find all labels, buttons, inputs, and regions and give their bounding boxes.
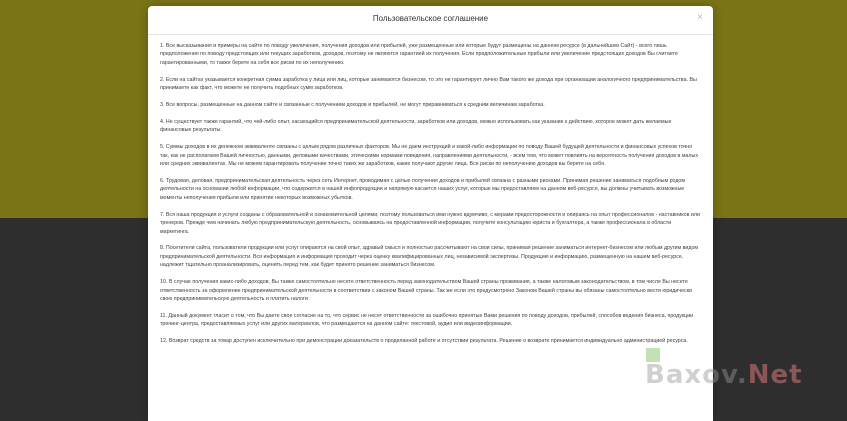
close-icon[interactable]: × — [697, 12, 703, 23]
clause-4: 4. Не существует также гарантий, что чей-либо опыт, касающийся предпринимательской деятельности, заработков или доходов, можно использовать как указание к действию, которое может дать желаемые финансовые результаты. — [160, 118, 672, 134]
modal-title: Пользовательское соглашение — [372, 14, 489, 23]
watermark-brand: Baxov. — [645, 360, 748, 390]
clause-2: 2. Если на сайтах указывается конкретная сумма заработка у лица или лиц, которые занимаются бизнесом, то это не гарантирует лично Вам такого же дохода при организации аналогичного предпринимательства. Вы принимаете как факт, что можете не получить подобных сумм заработков. — [160, 76, 697, 92]
clause-5: 5. Суммы доходов в их денежном эквиваленте связаны с целым рядом различных факторов. Мы не даем инструкций и какой-либо информации по поводу Вашей будущей деятельности и финансовых успехов точно так, как не располагаем Вашей личностью, данными, деловыми качествами, этическими нормами поведения, направлениями деятельности, - всем тем, что может повлиять на вероятность получения доходов в малых или средних эквивалентах. Мы не можем гарантировать получение точно таких же заработков, какие получают другие лица. Все риски по неполучению доходов вы берете на себя. — [160, 144, 698, 168]
watermark-tld: Net — [747, 360, 803, 390]
clause-12: 12. Возврат средств за товар доступен исключительно при демонстрации доказательств о проделанной работе и отсутствии результата. Решение о возврате принимается индивидуально администрацией ресурса. — [160, 338, 688, 345]
user-agreement-modal — [148, 6, 713, 421]
clause-8: 8. Посетители сайта, пользователи продукции или услуг опираются на свой опыт, здравый смысл и полностью рассчитывают на свои силы, принимая решение заниматься интернет-бизнесом или любым другим видом предпринимательской деятельности. Вся информация и информация проходит через оценку квалифицированных лиц, независимой экспертизы. Продукцию и информацию, размещенную на нашем веб-ресурсе, надлежит тщательно проанализировать, оценить перед тем, как будет принято решение заниматься бизнесом. — [160, 245, 699, 269]
clause-6: 6. Трудовая, деловая, предпринимательская деятельность через сеть Интернет, проводимая с целью получения доходов и прибылей связана с разными рисками. Принимая решение заниматься подобным родом деятельности на основании любой информации, что содержится в нашей инфопродукции и напрямую касается наших услуг, которые мы предоставляем на данном веб-ресурсе, вы должны учитывать возможные моменты неполучения прибыли или принятие некоторых возможных убытков. — [160, 177, 686, 201]
clause-3: 3. Все вопросы, размещенные на данном сайте и связанные с получением доходов и прибылей, не могут приравниваться к средним величинам заработка. — [160, 102, 545, 109]
clause-11: 11. Данный документ гласит о том, что Вы даете свое согласие на то, что сервис не несет ответственности за ошибочно принятые Вами решения по поводу доходов, прибылей, способов ведения бизнеса, продукции тренинг-центра, предоставляемых услуг или других материалов, что размещаются на данном сайте: текстовой, аудио или видеоинформации. — [160, 312, 694, 328]
clause-7: 7. Вся наша продукция и услуги созданы с образовательной и ознакомительной целями, поэтому пользоваться ими нужно вдумчиво, с мерами предосторожности и опираясь на опыт профессионалов - наставников или тренеров. Прежде чем начинать любую предпринимательскую деятельность, основываясь на предоставленной информации, получите консультацию юриста и бухгалтера, а также профессионала в области маркетинга. — [160, 211, 700, 235]
modal-header — [148, 6, 713, 35]
clause-1: 1. Все высказывания и примеры на сайте по поводу увеличения, получения доходов или прибылей, уже размещенные или которые будут размещены на данном ресурсе (в дальнейшем Сайт) - всего лишь предположения по поводу предстоящих или текущих заработков, доходов, поэтому не являются гарантией их получения. Если предположительные прибыли или увеличение предстоящих доходов Вы считаете гарантированными, то также берете на себя все риски по их неполучению. — [160, 43, 678, 66]
modal-body[interactable] — [160, 35, 701, 421]
clause-10: 10. В случае получения каких-либо доходов, Вы также самостоятельно несете ответственность перед законодательством Вашей страны проживания, а также налоговым законодательством, в том числе Вы несете ответственность за оформление предпринимательской деятельности в соответствии с законом Вашей страны. Так же если это предусмотрено Законом Вашей страны вы обязаны самостоятельно вести юридически свою предпринимательскую деятельность и платить налоги — [160, 279, 692, 302]
